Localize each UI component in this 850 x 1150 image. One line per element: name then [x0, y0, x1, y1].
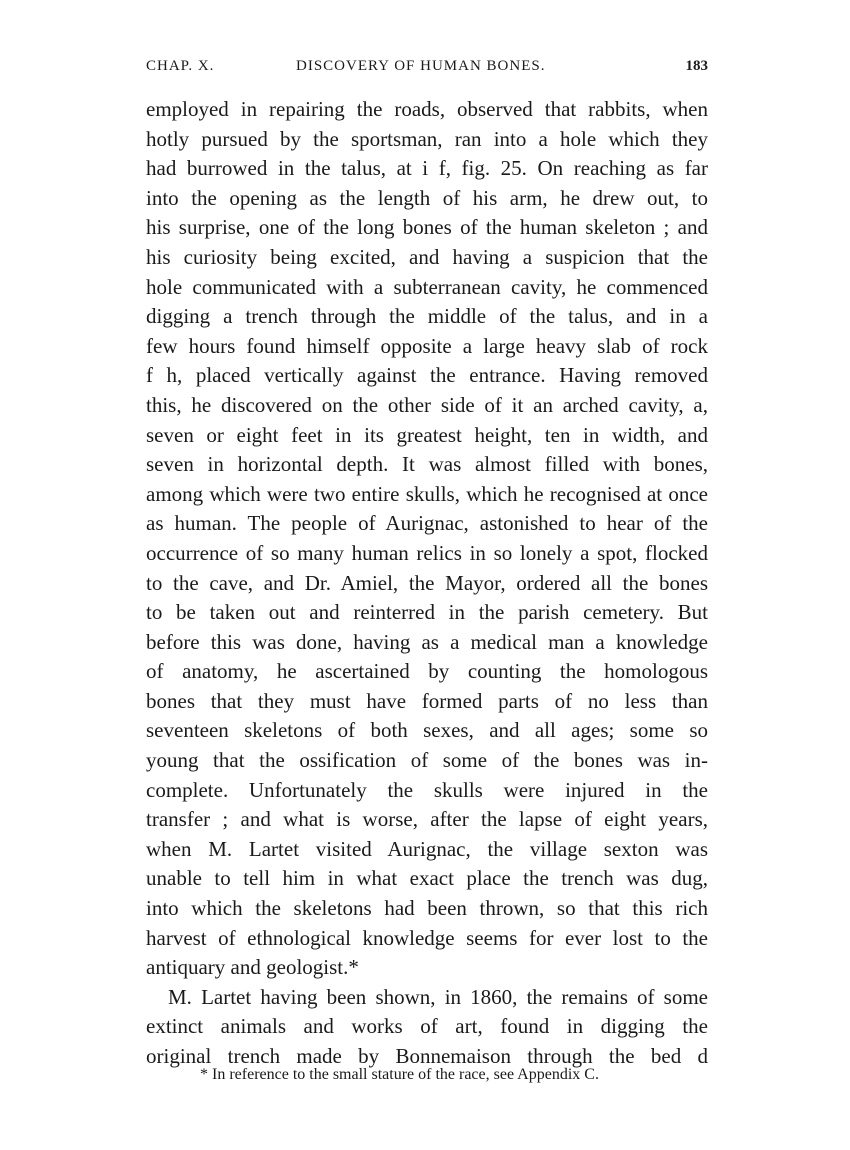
chapter-label: CHAP. X. [146, 58, 215, 74]
footnote: * In reference to the small stature of the race, see Appendix C. [200, 1066, 599, 1083]
text-line: harvest of ethnological knowledge seems for ever lost to the [146, 925, 708, 950]
text-line: his surprise, one of the long bones of the human skeleton ; and [146, 215, 708, 240]
text-line: M. Lartet having been shown, in 1860, the remains of some [168, 984, 708, 1009]
text-line: seven in horizontal depth. It was almost filled with bones, [146, 452, 708, 477]
text-line: as human. The people of Aurignac, astonished to hear of the [146, 511, 708, 536]
text-line: unable to tell him in what exact place the trench was dug, [146, 866, 708, 891]
text-line: hotly pursued by the sportsman, ran into a hole which they [146, 126, 708, 151]
text-line: bones that they must have formed parts of no less than [146, 688, 708, 713]
text-line: f h, placed vertically against the entrance. Having removed [146, 363, 708, 388]
text-line: into which the skeletons had been thrown, so that this rich [146, 896, 708, 921]
text-line: of anatomy, he ascertained by counting the homologous [146, 659, 708, 684]
text-line: antiquary and geologist.* [146, 955, 359, 980]
running-head [146, 58, 708, 82]
running-title: DISCOVERY OF HUMAN BONES. [296, 58, 546, 74]
text-line: employed in repairing the roads, observed that rabbits, when [146, 97, 708, 121]
text-line: before this was done, having as a medical man a knowledge [146, 629, 708, 654]
text-line: his curiosity being excited, and having a suspicion that the [146, 244, 708, 269]
text-line: among which were two entire skulls, which he recognised at once [146, 481, 708, 506]
text-line: seventeen skeletons of both sexes, and all ages; some so [146, 718, 708, 743]
text-line: occurrence of so many human relics in so lonely a spot, flocked [146, 540, 708, 565]
body-text [146, 95, 708, 1072]
text-line: into the opening as the length of his arm, he drew out, to [146, 185, 708, 210]
text-line: this, he discovered on the other side of it an arched cavity, a, [146, 392, 708, 417]
text-line: had burrowed in the talus, at i f, fig. 25. On reaching as far [146, 156, 708, 181]
text-line: original trench made by Bonnemaison through the bed d [146, 1044, 708, 1068]
text-line: transfer ; and what is worse, after the lapse of eight years, [146, 807, 708, 832]
text-line: to the cave, and Dr. Amiel, the Mayor, ordered all the bones [146, 570, 708, 595]
page-number: 183 [685, 58, 708, 74]
text-line: complete. Unfortunately the skulls were injured in the [146, 777, 708, 802]
text-line: young that the ossification of some of the bones was in- [146, 748, 708, 773]
text-line: extinct animals and works of art, found in digging the [146, 1014, 708, 1039]
text-line: when M. Lartet visited Aurignac, the village sexton was [146, 836, 708, 861]
text-line: few hours found himself opposite a large heavy slab of rock [146, 333, 708, 358]
text-line: hole communicated with a subterranean cavity, he commenced [146, 274, 708, 299]
text-line: to be taken out and reinterred in the parish cemetery. But [146, 600, 708, 625]
text-line: digging a trench through the middle of the talus, and in a [146, 304, 708, 329]
text-line: seven or eight feet in its greatest height, ten in width, and [146, 422, 708, 447]
